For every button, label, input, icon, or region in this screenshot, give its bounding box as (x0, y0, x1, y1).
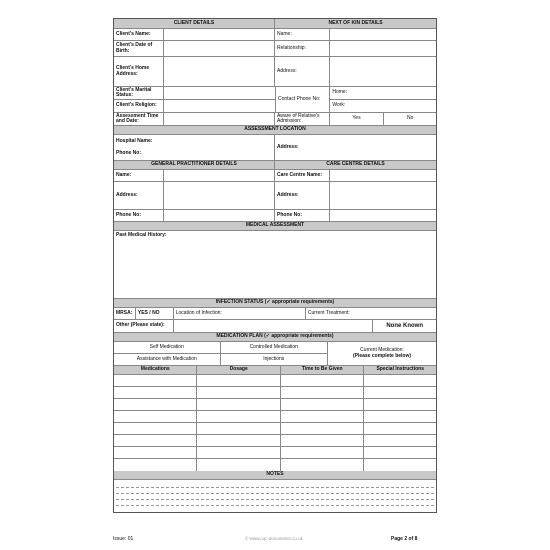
care-centre-name-field[interactable] (330, 170, 436, 181)
table-cell[interactable] (114, 375, 197, 386)
client-address-label: Client's Home Address: (114, 57, 164, 86)
nok-name-field[interactable] (330, 29, 436, 40)
nok-work-phone-field[interactable] (330, 100, 436, 112)
client-religion-label: Client's Religion: (114, 100, 164, 112)
gp-phone-label: Phone No: (114, 210, 164, 221)
hospital-phone-field[interactable] (114, 148, 274, 161)
next-of-kin-header: NEXT OF KIN DETAILS (275, 19, 436, 28)
table-cell[interactable] (114, 447, 197, 458)
medical-assessment-header: MEDICAL ASSESSMENT (114, 222, 436, 230)
table-cell[interactable] (281, 411, 364, 422)
controlled-medication-option[interactable]: Controlled Medication (249, 343, 298, 350)
table-cell[interactable] (364, 423, 436, 434)
self-medication-option[interactable]: Self Medication (114, 342, 221, 353)
nok-address-field[interactable] (330, 57, 436, 86)
client-details-header: CLIENT DETAILS (114, 19, 275, 28)
client-address-field[interactable] (164, 57, 275, 86)
table-cell[interactable] (114, 459, 197, 471)
gp-phone-row (114, 210, 436, 222)
nok-work-label: Work: (332, 102, 346, 109)
table-cell[interactable] (364, 375, 436, 386)
table-cell[interactable] (281, 375, 364, 386)
client-dob-row (114, 41, 436, 57)
assessment-time-label: Assessment Time and Date: (114, 113, 164, 125)
other-infection-row (114, 320, 436, 333)
nok-relationship-label: Relationship: (275, 41, 330, 56)
care-centre-phone-label: Phone No: (275, 210, 330, 221)
table-row (114, 435, 436, 447)
gp-name-field[interactable] (164, 170, 275, 181)
table-cell[interactable] (364, 435, 436, 446)
table-cell[interactable] (197, 387, 280, 398)
current-treatment-field[interactable] (306, 308, 436, 319)
current-medication-note: (Please complete below) (352, 352, 412, 359)
table-cell[interactable] (281, 459, 364, 471)
hospital-address-label: Address: (276, 143, 299, 150)
nok-home-phone-field[interactable] (330, 87, 436, 100)
gp-address-label: Address: (114, 182, 164, 209)
table-row (114, 387, 436, 399)
table-cell[interactable] (197, 399, 280, 410)
table-cell[interactable] (114, 399, 197, 410)
nok-relationship-field[interactable] (330, 41, 436, 56)
gp-name-row (114, 170, 436, 182)
infection-status-header: INFECTION STATUS (✓ appropriate requirements) (114, 299, 436, 307)
assessment-form (113, 18, 437, 513)
client-marital-label: Client's Marital Status: (114, 87, 164, 99)
table-cell[interactable] (114, 435, 197, 446)
table-cell[interactable] (281, 423, 364, 434)
hospital-phone-label: Phone No: (116, 150, 141, 156)
table-row (114, 447, 436, 459)
current-treatment-label: Current Treatment: (307, 309, 350, 316)
client-name-row (114, 29, 436, 41)
other-infection-label: Other (Please state): (114, 320, 174, 332)
table-cell[interactable] (281, 399, 364, 410)
table-cell[interactable] (364, 399, 436, 410)
notes-header: NOTES (114, 471, 436, 479)
gp-address-row (114, 182, 436, 210)
footer-watermark: © www.cqc-documents.co.uk (245, 536, 303, 541)
care-centre-address-field[interactable] (330, 182, 436, 209)
details-header-row (114, 19, 436, 29)
col-time-given: Time to Be Given (281, 366, 364, 374)
table-cell[interactable] (197, 435, 280, 446)
past-medical-history-field[interactable] (114, 231, 436, 298)
table-row (114, 375, 436, 387)
care-centre-address-label: Address: (275, 182, 330, 209)
none-known-option[interactable]: None Known (386, 322, 424, 329)
client-religion-field[interactable] (164, 100, 275, 112)
client-status-block (114, 87, 436, 113)
medication-plan-header: MEDICATION PLAN (✓ appropriate requirements) (114, 333, 436, 341)
col-dosage: Dosage (197, 366, 280, 374)
assessment-time-row (114, 113, 436, 126)
client-marital-field[interactable] (164, 87, 275, 99)
page-number: Page 2 of 8 (391, 536, 418, 542)
nok-name-label: Name: (275, 29, 330, 40)
client-dob-field[interactable] (164, 41, 275, 56)
table-cell[interactable] (281, 435, 364, 446)
nok-aware-label: Aware of Relative's Admission: (275, 113, 330, 125)
current-medication-option[interactable] (328, 342, 436, 365)
infection-row (114, 308, 436, 320)
nok-aware-yes[interactable]: Yes (330, 113, 385, 125)
client-dob-label: Client's Date of Birth: (114, 41, 164, 56)
table-cell[interactable] (197, 459, 280, 471)
table-cell[interactable] (114, 411, 197, 422)
assessment-location-block (114, 135, 436, 161)
other-infection-field[interactable] (174, 320, 374, 332)
gp-details-header: GENERAL PRACTITIONER DETAILS (114, 161, 275, 169)
table-cell[interactable] (364, 411, 436, 422)
table-cell[interactable] (114, 423, 197, 434)
col-medications: Medications (114, 366, 197, 374)
assessment-time-field[interactable] (164, 113, 275, 125)
table-cell[interactable] (197, 375, 280, 386)
table-cell[interactable] (364, 387, 436, 398)
past-medical-history-label: Past Medical History: (116, 232, 167, 238)
medication-table-header (114, 366, 436, 375)
hospital-name-label: Hospital Name: (116, 137, 153, 144)
table-cell[interactable] (281, 387, 364, 398)
table-cell[interactable] (364, 447, 436, 458)
infection-location-field[interactable] (174, 308, 306, 319)
hospital-address-field[interactable] (275, 135, 436, 160)
nok-address-label: Address: (275, 57, 330, 86)
care-centre-name-label: Care Centre Name: (275, 170, 330, 181)
notes-area[interactable] (114, 480, 436, 512)
table-cell[interactable] (197, 411, 280, 422)
mrsa-yes-no[interactable]: YES / NO (136, 308, 174, 319)
nok-home-label: Home: (332, 89, 348, 96)
col-special-instructions: Special Instructions (364, 366, 436, 374)
injections-option[interactable]: Injections (263, 355, 285, 362)
table-row (114, 411, 436, 423)
table-cell[interactable] (281, 447, 364, 458)
current-medication-label: Current Medication: (360, 347, 404, 353)
table-row (114, 399, 436, 411)
medication-table-body (114, 375, 436, 471)
infection-location-label: Location of Infection: (175, 309, 222, 316)
mrsa-label: MRSA: (114, 308, 136, 319)
client-name-label: Client's Name: (114, 29, 164, 40)
medication-options-block (114, 342, 436, 366)
table-cell[interactable] (197, 423, 280, 434)
nok-aware-no[interactable]: No (406, 115, 414, 122)
notes-line (116, 500, 434, 506)
care-centre-phone-field[interactable] (330, 210, 436, 221)
client-address-row (114, 57, 436, 87)
table-cell[interactable] (114, 387, 197, 398)
gp-name-label: Name: (114, 170, 164, 181)
hospital-name-field[interactable] (114, 135, 274, 148)
care-centre-header: CARE CENTRE DETAILS (275, 161, 436, 169)
table-row (114, 459, 436, 471)
gp-phone-field[interactable] (164, 210, 275, 221)
table-cell[interactable] (197, 447, 280, 458)
client-name-field[interactable] (164, 29, 275, 40)
table-cell[interactable] (364, 459, 436, 471)
gp-address-field[interactable] (164, 182, 275, 209)
issue-number: Issue: 01 (113, 536, 134, 542)
assessment-location-header: ASSESSMENT LOCATION (114, 126, 436, 134)
table-row (114, 423, 436, 435)
assistance-medication-option[interactable]: Assistance with Medication (114, 354, 221, 365)
nok-contact-phone-label: Contact Phone No: (276, 87, 330, 112)
